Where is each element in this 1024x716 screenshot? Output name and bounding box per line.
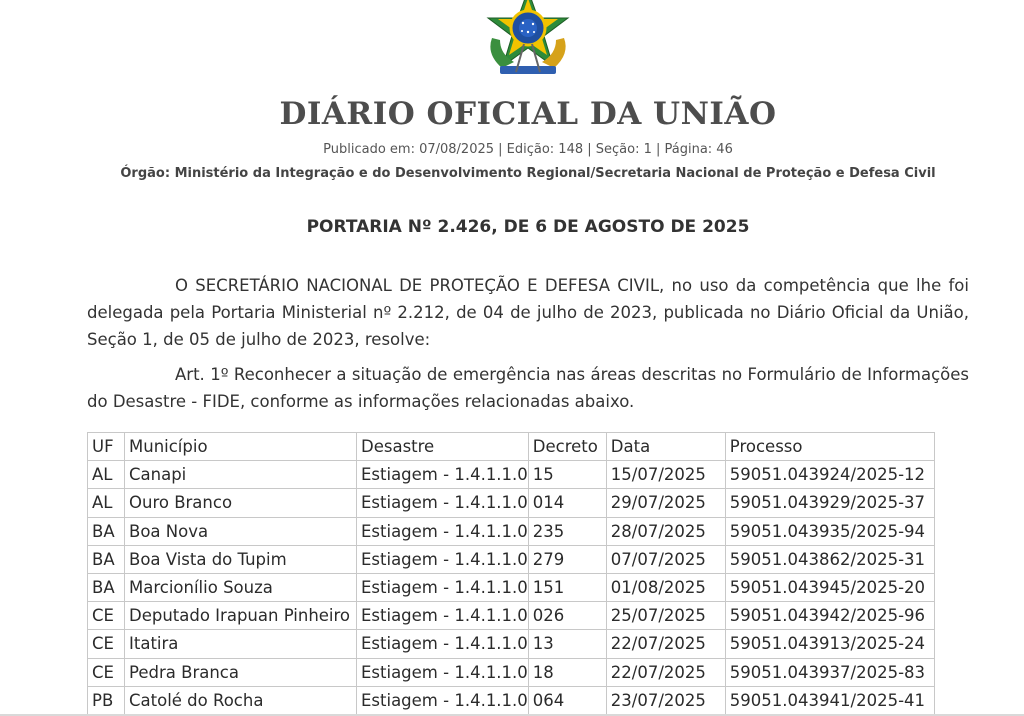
table-row <box>88 461 935 489</box>
cell-municipio: Ouro Branco <box>125 489 357 517</box>
orgao-label: Órgão: <box>120 166 171 181</box>
cell-uf: PB <box>88 686 125 714</box>
cell-desastre: Estiagem - 1.4.1.1.0 <box>357 545 529 573</box>
cell-decreto: 18 <box>528 658 606 686</box>
cell-desastre: Estiagem - 1.4.1.1.0 <box>357 686 529 714</box>
cell-data: 15/07/2025 <box>606 461 725 489</box>
cell-municipio: Boa Vista do Tupim <box>125 545 357 573</box>
paragraph-line: O SECRETÁRIO NACIONAL DE PROTEÇÃO E DEFESA CIVIL, no uso da competência que lhe foi <box>175 276 969 295</box>
cell-decreto: 235 <box>528 517 606 545</box>
cell-decreto: 279 <box>528 545 606 573</box>
table-row <box>88 573 935 601</box>
cell-data: 22/07/2025 <box>606 658 725 686</box>
table-row <box>88 517 935 545</box>
cell-uf: CE <box>88 602 125 630</box>
cell-municipio: Itatira <box>125 630 357 658</box>
cell-processo: 59051.043929/2025-37 <box>725 489 934 517</box>
cell-decreto: 151 <box>528 573 606 601</box>
journal-title: DIÁRIO OFICIAL DA UNIÃO <box>279 96 777 132</box>
publication-info: Publicado em: 07/08/2025 | Edição: 148 | Seção: 1 | Página: 46 <box>323 142 733 157</box>
table-row <box>88 686 935 714</box>
cell-desastre: Estiagem - 1.4.1.1.0 <box>357 461 529 489</box>
table-row <box>88 630 935 658</box>
cell-uf: CE <box>88 658 125 686</box>
cell-data: 29/07/2025 <box>606 489 725 517</box>
cell-data: 07/07/2025 <box>606 545 725 573</box>
cell-data: 25/07/2025 <box>606 602 725 630</box>
cell-municipio: Pedra Branca <box>125 658 357 686</box>
cell-data: 01/08/2025 <box>606 573 725 601</box>
cell-desastre: Estiagem - 1.4.1.1.0 <box>357 602 529 630</box>
cell-uf: BA <box>88 517 125 545</box>
cell-processo: 59051.043862/2025-31 <box>725 545 934 573</box>
cell-municipio: Boa Nova <box>125 517 357 545</box>
cell-desastre: Estiagem - 1.4.1.1.0 <box>357 630 529 658</box>
orgao-line <box>0 166 1024 181</box>
cell-processo: 59051.043935/2025-94 <box>725 517 934 545</box>
cell-municipio: Deputado Irapuan Pinheiro <box>125 602 357 630</box>
cell-decreto: 15 <box>528 461 606 489</box>
col-header-desastre: Desastre <box>357 433 529 461</box>
col-header-decreto: Decreto <box>528 433 606 461</box>
paragraph-line: do Desastre - FIDE, conforme as informações relacionadas abaixo. <box>87 392 635 411</box>
cell-decreto: 064 <box>528 686 606 714</box>
table-row <box>88 658 935 686</box>
col-header-municipio: Município <box>125 433 357 461</box>
cell-decreto: 13 <box>528 630 606 658</box>
brazil-coat-of-arms-icon <box>478 0 578 80</box>
paragraph-article-1 <box>87 361 969 415</box>
cell-municipio: Canapi <box>125 461 357 489</box>
cell-uf: AL <box>88 461 125 489</box>
col-header-data: Data <box>606 433 725 461</box>
table-row <box>88 545 935 573</box>
cell-decreto: 014 <box>528 489 606 517</box>
cell-desastre: Estiagem - 1.4.1.1.0 <box>357 517 529 545</box>
cell-municipio: Catolé do Rocha <box>125 686 357 714</box>
cell-processo: 59051.043945/2025-20 <box>725 573 934 601</box>
cell-decreto: 026 <box>528 602 606 630</box>
cell-processo: 59051.043941/2025-41 <box>725 686 934 714</box>
paragraph-line: Art. 1º Reconhecer a situação de emergência nas áreas descritas no Formulário de Informações <box>175 365 969 384</box>
paragraph-line: Seção 1, de 05 de julho de 2023, resolve: <box>87 330 431 349</box>
cell-data: 28/07/2025 <box>606 517 725 545</box>
cell-uf: CE <box>88 630 125 658</box>
table-row <box>88 489 935 517</box>
cell-data: 22/07/2025 <box>606 630 725 658</box>
col-header-uf: UF <box>88 433 125 461</box>
cell-desastre: Estiagem - 1.4.1.1.0 <box>357 489 529 517</box>
cell-uf: BA <box>88 573 125 601</box>
emergency-table <box>87 432 935 715</box>
paragraph-line: delegada pela Portaria Ministerial nº 2.212, de 04 de julho de 2023, publicada no Diário Oficial da União, <box>87 303 969 322</box>
cell-uf: BA <box>88 545 125 573</box>
cell-processo: 59051.043913/2025-24 <box>725 630 934 658</box>
cell-municipio: Marcionílio Souza <box>125 573 357 601</box>
paragraph-preamble <box>87 272 969 353</box>
portaria-title: PORTARIA Nº 2.426, DE 6 DE AGOSTO DE 2025 <box>306 217 750 237</box>
table-header-row <box>88 433 935 461</box>
orgao-value: Ministério da Integração e do Desenvolvimento Regional/Secretaria Nacional de Proteção e Defesa Civil <box>174 166 936 181</box>
table-row <box>88 602 935 630</box>
cell-uf: AL <box>88 489 125 517</box>
cell-processo: 59051.043924/2025-12 <box>725 461 934 489</box>
col-header-processo: Processo <box>725 433 934 461</box>
cell-data: 23/07/2025 <box>606 686 725 714</box>
cell-processo: 59051.043942/2025-96 <box>725 602 934 630</box>
cell-desastre: Estiagem - 1.4.1.1.0 <box>357 573 529 601</box>
cell-desastre: Estiagem - 1.4.1.1.0 <box>357 658 529 686</box>
cell-processo: 59051.043937/2025-83 <box>725 658 934 686</box>
